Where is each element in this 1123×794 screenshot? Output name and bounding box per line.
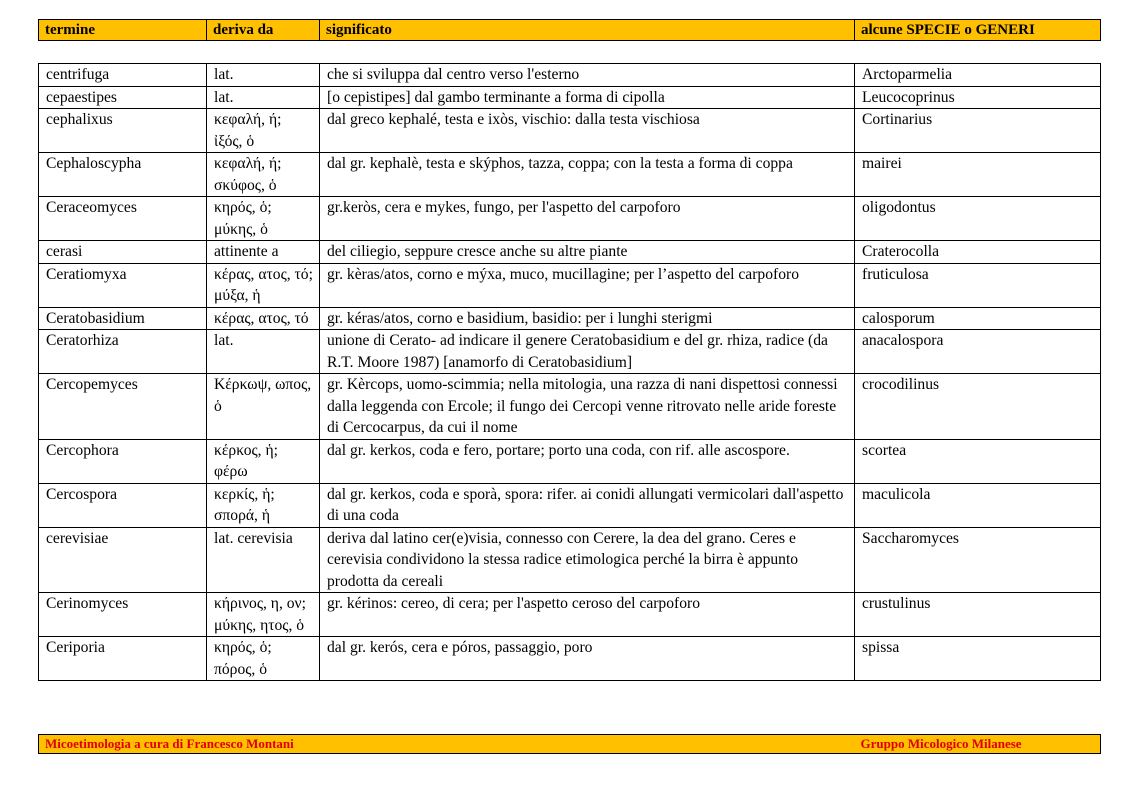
cell-termine: Ceratorhiza	[39, 330, 207, 374]
cell-deriva-da: attinente a	[207, 241, 320, 264]
cell-significato: dal gr. kerkos, coda e fero, portare; porto una coda, con rif. alle ascospore.	[320, 439, 855, 483]
cell-deriva-da: κήρινος, η, ον; μύκης, ητος, ὁ	[207, 593, 320, 637]
cell-significato: deriva dal latino cer(e)visia, connesso con Cerere, la dea del grano. Ceres e cerevisia condividono la stessa radice etimologica perché la birra è appunto prodotta da cereali	[320, 527, 855, 593]
table-row	[39, 86, 1101, 109]
cell-specie: scortea	[855, 439, 1101, 483]
cell-termine: Ceratiomyxa	[39, 263, 207, 307]
cell-termine: cepaestipes	[39, 86, 207, 109]
cell-deriva-da: κέρας, ατος, τό; μύξα, ἡ	[207, 263, 320, 307]
cell-termine: Cerinomyces	[39, 593, 207, 637]
cell-significato: gr. Kèrcops, uomo-scimmia; nella mitologia, una razza di nani dispettosi connessi dalla leggenda con Ercole; il fungo dei Cercopi venne ritrovato nelle aride foreste di Cercocarpus, da cui il nome	[320, 374, 855, 440]
header-specie-generi: alcune SPECIE o GENERI	[855, 20, 1101, 41]
cell-termine: Ceratobasidium	[39, 307, 207, 330]
cell-significato: gr. kérinos: cereo, di cera; per l'aspetto ceroso del carpoforo	[320, 593, 855, 637]
cell-significato: gr. kéras/atos, corno e basidium, basidio: per i lunghi sterigmi	[320, 307, 855, 330]
cell-significato: gr. kèras/atos, corno e mýxa, muco, mucillagine; per l’aspetto del carpoforo	[320, 263, 855, 307]
header-termine: termine	[39, 20, 207, 41]
table-row	[39, 197, 1101, 241]
cell-specie: maculicola	[855, 483, 1101, 527]
footer-author: Micoetimologia a cura di Francesco Montani	[39, 735, 855, 754]
cell-deriva-da: lat.	[207, 330, 320, 374]
cell-deriva-da: κέρας, ατος, τό	[207, 307, 320, 330]
cell-deriva-da: κεφαλή, ή; ἰξός, ὁ	[207, 109, 320, 153]
cell-specie: Saccharomyces	[855, 527, 1101, 593]
cell-specie: spissa	[855, 637, 1101, 681]
cell-deriva-da: κηρός, ὁ; πόρος, ὁ	[207, 637, 320, 681]
cell-termine: cerasi	[39, 241, 207, 264]
cell-significato: che si sviluppa dal centro verso l'esterno	[320, 64, 855, 87]
header-deriva-da: deriva da	[207, 20, 320, 41]
cell-deriva-da: κηρός, ὁ; μύκης, ὁ	[207, 197, 320, 241]
table-row	[39, 307, 1101, 330]
cell-significato: del ciliegio, seppure cresce anche su altre piante	[320, 241, 855, 264]
table-row	[39, 527, 1101, 593]
table-row	[39, 241, 1101, 264]
table-row	[39, 483, 1101, 527]
cell-specie: crustulinus	[855, 593, 1101, 637]
cell-specie: calosporum	[855, 307, 1101, 330]
table-row	[39, 374, 1101, 440]
cell-significato: dal greco kephalé, testa e ixòs, vischio: dalla testa vischiosa	[320, 109, 855, 153]
cell-significato: [o cepistipes] dal gambo terminante a forma di cipolla	[320, 86, 855, 109]
cell-specie: Cortinarius	[855, 109, 1101, 153]
cell-termine: Ceraceomyces	[39, 197, 207, 241]
cell-termine: cephalixus	[39, 109, 207, 153]
cell-significato: unione di Cerato- ad indicare il genere Ceratobasidium e del gr. rhiza, radice (da R.T. Moore 1987) [anamorfo di Ceratobasidium]	[320, 330, 855, 374]
etymology-table	[38, 63, 1101, 681]
cell-specie: mairei	[855, 153, 1101, 197]
table-row	[39, 330, 1101, 374]
footer-group: Gruppo Micologico Milanese	[855, 735, 1101, 754]
cell-significato: gr.keròs, cera e mykes, fungo, per l'aspetto del carpoforo	[320, 197, 855, 241]
cell-deriva-da: κέρκος, ἡ; φέρω	[207, 439, 320, 483]
cell-deriva-da: lat. cerevisia	[207, 527, 320, 593]
cell-specie: oligodontus	[855, 197, 1101, 241]
cell-deriva-da: Κέρκωψ, ωπος, ὁ	[207, 374, 320, 440]
cell-significato: dal gr. kerós, cera e póros, passaggio, poro	[320, 637, 855, 681]
cell-specie: anacalospora	[855, 330, 1101, 374]
cell-deriva-da: lat.	[207, 64, 320, 87]
cell-termine: Cephaloscypha	[39, 153, 207, 197]
cell-significato: dal gr. kerkos, coda e sporà, spora: rifer. ai conidi allungati vermicolari dall'aspetto di una coda	[320, 483, 855, 527]
cell-deriva-da: lat.	[207, 86, 320, 109]
cell-specie: Arctoparmelia	[855, 64, 1101, 87]
cell-termine: centrifuga	[39, 64, 207, 87]
table-row	[39, 109, 1101, 153]
table-row	[39, 637, 1101, 681]
cell-termine: Ceriporia	[39, 637, 207, 681]
header-significato: significato	[320, 20, 855, 41]
cell-specie: crocodilinus	[855, 374, 1101, 440]
cell-termine: cerevisiae	[39, 527, 207, 593]
table-row	[39, 263, 1101, 307]
table-row	[39, 593, 1101, 637]
cell-termine: Cercophora	[39, 439, 207, 483]
table-row	[39, 439, 1101, 483]
cell-specie: Leucocoprinus	[855, 86, 1101, 109]
cell-specie: fruticulosa	[855, 263, 1101, 307]
cell-deriva-da: κεφαλή, ή; σκύφος, ὁ	[207, 153, 320, 197]
cell-termine: Cercopemyces	[39, 374, 207, 440]
table-row	[39, 153, 1101, 197]
footer-bar	[38, 734, 1101, 754]
cell-significato: dal gr. kephalè, testa e skýphos, tazza, coppa; con la testa a forma di coppa	[320, 153, 855, 197]
cell-deriva-da: κερκίς, ἡ; σπορά, ἡ	[207, 483, 320, 527]
table-row	[39, 64, 1101, 87]
header-bar	[38, 19, 1101, 41]
cell-specie: Craterocolla	[855, 241, 1101, 264]
cell-termine: Cercospora	[39, 483, 207, 527]
